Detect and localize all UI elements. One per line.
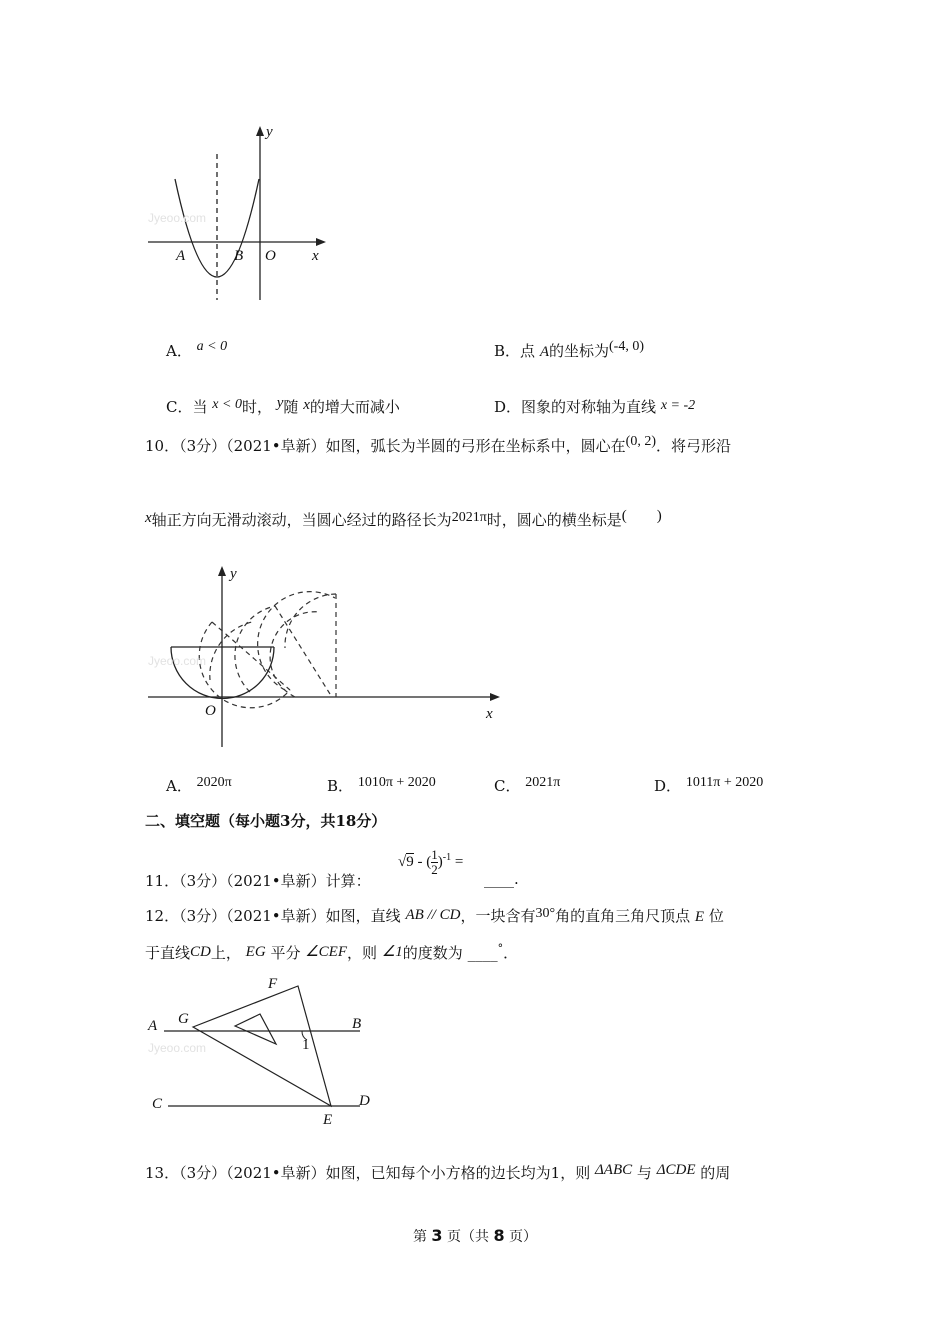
total-pages: 8 [493, 1226, 505, 1245]
page-number: 3 [431, 1226, 443, 1245]
q10-line-2: x轴正方向无滑动滚动，当圆心经过的路径长为2021π时，圆心的横坐标是( ) [145, 508, 662, 529]
q10-line-1: 10．（3分）（2021•阜新）如图，弧长为半圆的弓形在坐标系中，圆心在(0, 2)．将弓形沿 [145, 434, 731, 455]
watermark: Jyeoo.com [148, 211, 207, 225]
q9-option-c[interactable]: C．当 x < 0时， y随 x的增大而减小 [166, 395, 400, 416]
q12-line-1: 12．（3分）（2021•阜新）如图，直线 AB // CD，一块含有30°角的直角三角尺顶点 E 位 [145, 906, 724, 925]
x-axis-label-2: x [486, 706, 493, 722]
parabola-figure [140, 118, 340, 308]
q10-option-d[interactable]: D． 1011π + 2020 [654, 775, 764, 795]
sqrt-icon: √ [398, 853, 407, 870]
q9-option-d[interactable]: D．图象的对称轴为直线 x = -2 [494, 398, 696, 416]
triangle-ruler-figure [140, 970, 390, 1130]
y-axis-label-2: y [230, 566, 237, 582]
label-d: D [359, 1093, 370, 1109]
watermark-2: Jyeoo.com [148, 654, 207, 668]
watermark-3: Jyeoo.com [148, 1041, 207, 1055]
label-angle-1: 1 [302, 1037, 310, 1053]
y-axis-label: y [266, 124, 273, 140]
q12-answer-blank[interactable]: ____ [467, 944, 498, 962]
q13-line: 13．（3分）（2021•阜新）如图，已知每个小方格的边长均为1，则 ΔABC 与 ΔCDE 的周 [145, 1162, 731, 1182]
q11-expression: √9 - ( $\frac{1}{2}$ )$^{-1}$ = [398, 847, 464, 877]
origin-label-2: O [205, 703, 216, 719]
label-a: A [148, 1018, 158, 1034]
point-b-label: B [234, 248, 244, 264]
q10-option-c[interactable]: C． 2021π [494, 775, 561, 795]
section-title: 二、填空题（每小题3分，共18分） [145, 812, 387, 830]
label-c: C [152, 1096, 163, 1112]
x-axis-label: x [312, 248, 319, 264]
q9-option-a[interactable]: A． a < 0 [166, 339, 228, 360]
origin-label: O [265, 248, 276, 264]
q10-option-b[interactable]: B． 1010π + 2020 [327, 775, 436, 795]
point-a-label: A [176, 248, 186, 264]
label-e: E [323, 1112, 333, 1128]
q12-line-2: 于直线CD上， EG 平分 ∠CEF，则 ∠1的度数为 ____°． [145, 942, 519, 962]
label-g: G [178, 1011, 189, 1027]
label-f: F [268, 976, 278, 992]
q11-line: 11．（3分）（2021•阜新）计算： [145, 872, 371, 890]
rolling-segment-figure [140, 560, 510, 750]
fraction: $\frac{1}{2}$ [431, 847, 438, 877]
q11-answer-blank[interactable]: ____. [484, 870, 519, 888]
q10-option-a[interactable]: A． 2020π [166, 775, 232, 795]
label-b: B [352, 1016, 362, 1032]
page-footer: 第 3 页（共 8 页） [412, 1226, 538, 1245]
q9-option-b[interactable]: B．点 A的坐标为(-4, 0) [494, 339, 645, 360]
